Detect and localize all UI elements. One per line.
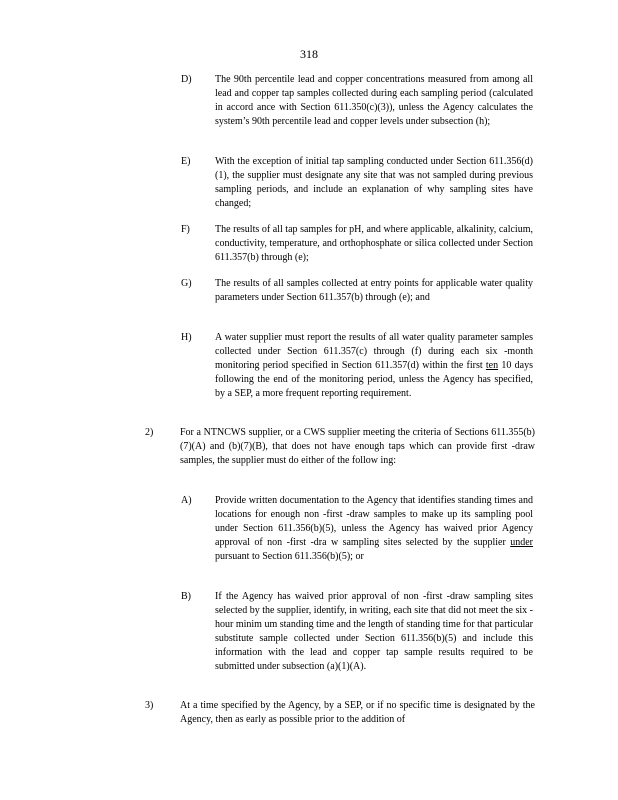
list-marker: 3)	[145, 700, 154, 711]
text-segment: pursuant to Section 611.356(b)(5); or	[215, 551, 364, 562]
list-item-text: With the exception of initial tap sampling conducted under Section 611.356(d)(1), the supplier must designate any site that was not sampled during previous sampling periods, and include an explanation of why sampling sites have changed;	[215, 156, 533, 209]
list-item-text: The 90th percentile lead and copper concentrations measured from among all lead and copper tap samples collected during each sampling period (calculated in accord ance with Section 611.350(c)(3)), unless the Agency calculates the system’s 90th percentile lead and copper levels under subsection (h);	[215, 74, 533, 127]
list-item-text	[215, 494, 533, 564]
list-item-text: The results of all tap samples for pH, and where applicable, alkalinity, calcium, conductivity, temperature, and orthophosphate or silica collected under Section 611.357(b) through (e);	[215, 224, 533, 263]
list-marker: G)	[181, 278, 192, 289]
list-marker: E)	[181, 156, 191, 167]
list-marker: 2)	[145, 427, 154, 438]
list-item-text: If the Agency has waived prior approval of non -first -draw sampling sites selected by the supplier, identify, in writing, each site that did not meet the six -hour minim um standing time and the length of standing time for that particular substitute sample collected under Section 611.356(b)(5) and include this information with the lead and copper tap sample results required to be submitted under subsection (a)(1)(A).	[215, 591, 533, 672]
page-number: 318	[300, 47, 318, 61]
underlined-word: under	[510, 537, 533, 548]
list-item-text: For a NTNCWS supplier, or a CWS supplier meeting the criteria of Sections 611.355(b)(7)(A) and (b)(7)(B), that does not have enough taps which can provide first -draw samples, the supplier must do either of the follow ing:	[180, 427, 535, 466]
list-marker: H)	[181, 332, 192, 343]
list-item-text: The results of all samples collected at entry points for applicable water quality parameters under Section 611.357(b) through (e); and	[215, 278, 533, 303]
list-marker: F)	[181, 224, 190, 235]
text-segment: 10 days following the end of the monitoring period, unless the Agency has specified, by a SEP, a more frequent reporting requirement.	[215, 360, 533, 399]
list-marker: B)	[181, 591, 191, 602]
text-segment: Provide written documentation to the Agency that identifies standing times and locations for enough non -first -draw samples to make up its sampling pool under Section 611.356(b)(5), unless the Agency has waived prior Agency approval of non -first -dra w sampling sites selected by the supplier	[215, 495, 533, 548]
text-segment: A water supplier must report the results of all water quality parameter samples collected under Section 611.357(c) through (f) during each six -month monitoring period specified in Section 611.357(d) within the first	[215, 332, 533, 371]
list-marker: A)	[181, 495, 192, 506]
list-marker: D)	[181, 74, 192, 85]
underlined-word: ten	[485, 360, 499, 371]
list-item-text: At a time specified by the Agency, by a SEP, or if no specific time is designated by the Agency, then as early as possible prior to the addition of	[180, 700, 535, 725]
list-item-text	[215, 331, 533, 401]
